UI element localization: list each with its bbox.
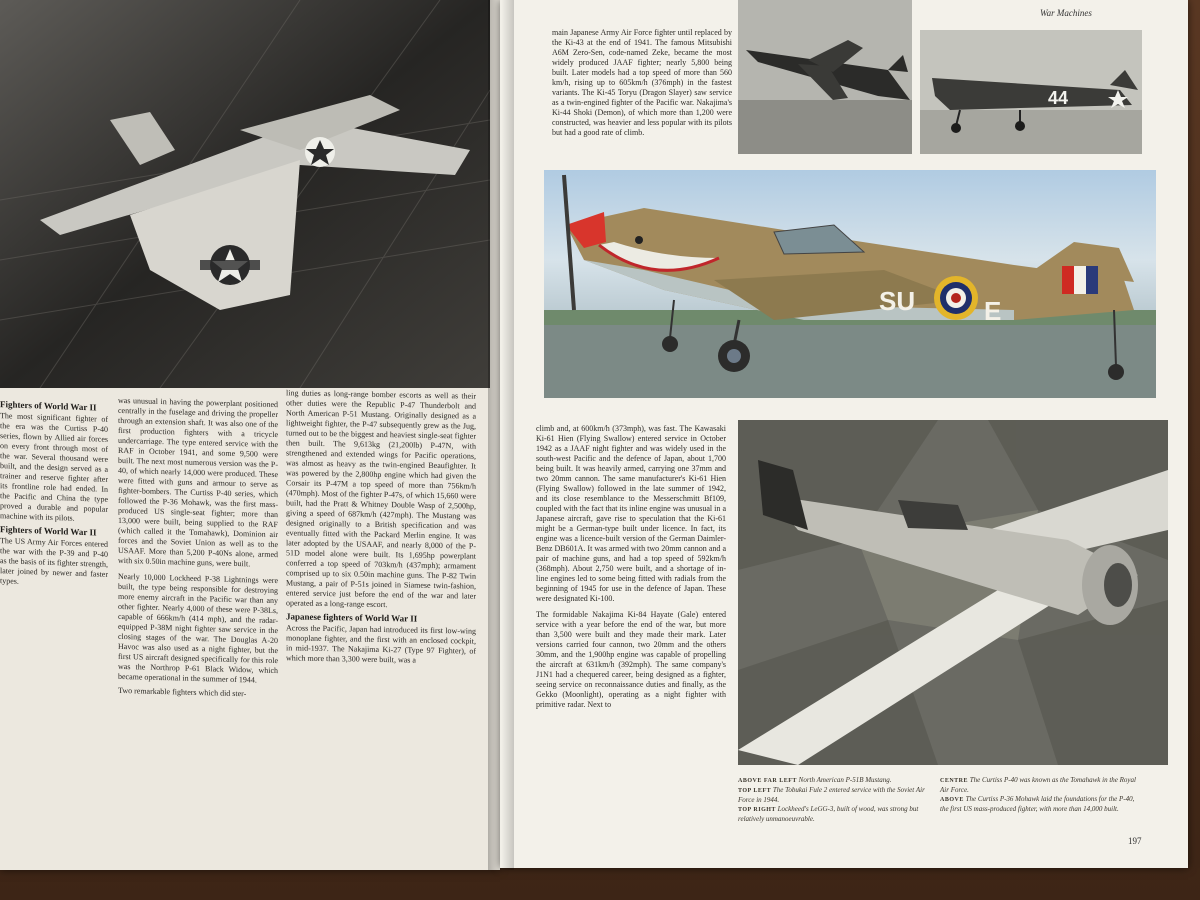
right-text-column-middle bbox=[536, 424, 726, 819]
caption-text-2: The Tobukai Fule 2 entered service with the Soviet Air Force in 1944. bbox=[738, 786, 925, 804]
page-number: 197 bbox=[1128, 836, 1142, 846]
photo-taxiing-fighter bbox=[920, 30, 1142, 154]
tail-number: 44 bbox=[1048, 88, 1069, 108]
column-body: climb and, at 600km/h (373mph), was fast. The Kawasaki Ki-61 Hien (Flying Swallow) entered service in October 1942 as a JAAF night fighter and was widely used in the south-west Pacific and the defence of Japan, about 1,700 being built. It was heavily armed, carrying one 37mm and two 20mm cannon. The same manufacturer's Ki-61 Hien (Flying Swallow) followed in the late summer of 1942, and its close resemblance to the Messerschmitt Bf109, coupled with the fact that its inline engine was unusual in a Japanese aircraft, gave rise to speculation that the Ki-61 might be a German-type built under licence. In fact, its engine was a licence-built version of the German Daimler-Benz DB601A. It was armed with two 20mm cannon and a pair of machine guns, and had a top speed of 592km/h (368mph). About 2,750 were built, and a shortage of in-line engines led to some being fitted with radials from the beginning of 1945 for use in the defence of Japan. These were designated Ki-100. bbox=[536, 424, 726, 603]
left-text-column-2 bbox=[118, 396, 278, 830]
column-heading: Fighters of World War II bbox=[0, 399, 97, 413]
shark-mouth-fighter-illustration bbox=[544, 170, 1156, 398]
photo-shark-mouth-fighter bbox=[544, 170, 1156, 398]
right-text-column-top bbox=[552, 28, 732, 158]
right-page bbox=[500, 0, 1188, 868]
photo-fighter-in-flight bbox=[738, 0, 912, 154]
left-text-column-1 bbox=[0, 396, 108, 820]
photo-aircraft-underside bbox=[0, 0, 490, 388]
caption-left bbox=[738, 776, 938, 824]
left-page bbox=[0, 0, 500, 870]
left-text-column-3 bbox=[286, 388, 476, 836]
column-body: main Japanese Army Air Force fighter until replaced by the Ki-43 at the end of 1941. The famous Mitsubishi A6M Zero-Sen, code-named Zeke, became the most widely produced JAAF fighter; nearly 5,800 being built. Later models had a top speed of more than 560 km/h, rising up to 605km/h (376mph) in the fastest variants. The Ki-45 Toryu (Dragon Slayer) saw service as a twin-engined fighter of the Pacific war. Nakajima's Ki-44 Shoki (Demon), of which more than 1,200 were constructed, was heavier and less popular with its pilots but had a good rate of climb. bbox=[552, 28, 732, 137]
fighter-over-landscape-illustration bbox=[738, 420, 1168, 765]
taxiing-fighter-illustration bbox=[920, 30, 1142, 154]
column-body-2: Across the Pacific, Japan had introduced its first low-wing monoplane fighter, and the first with an enclosed cockpit, in mid-1937. The Nakajima Ki-27 (Type 97 Fighter), of which more than 3,300 were built, was a bbox=[286, 623, 476, 665]
caption-label-3: TOP RIGHT bbox=[738, 807, 776, 813]
column-body: ling duties as long-range bomber escorts as well as their other duties were the Republic P-47 Thunderbolt and North American P-51 Mustang. Originally designed as a lightweight fighter, the P-47 subsequently grew as the Jug, turned out to be the biggest and heaviest single-seat fighter then built. The 9,613kg (21,200lb) P-47N, with strengthened and extended wings for Pacific operations, was almost as heavy as the twin-engined Beaufighter. It was powered by the 2,800hp engine which had given the Corsair its P-47M a top speed of more than 756km/h (470mph). Most of the fighter P-47s, of which 15,660 were built, had the Pratt & Whitney Double Wasp of 2,500hp, giving a speed of 687km/h (427mph). The Mustang was designed originally to a British specification and was eventually fitted with the Packard Merlin engine. It was later adopted by the USAAF, and nearly 8,000 of the P-51D model alone were built. Its 1,695hp powerplant conferred a top speed of 703km/h (437mph); armament comprised up to six 0.50in machine guns. The P-82 Twin Mustang, a pair of P-51s joined in Siamese twin-fashion, entered service just before the end of the war and later operated as a long-range escort. bbox=[286, 388, 476, 610]
squadron-code-right: E bbox=[984, 296, 1002, 326]
photo-fighter-over-landscape bbox=[738, 420, 1168, 765]
caption-right bbox=[940, 776, 1140, 814]
column-body-2: Nearly 10,000 Lockheed P-38 Lightnings were built, the type being responsible for destroying more enemy aircraft in the Pacific war than any other fighter. Nearly 4,000 of these were P-38Ls, capable of 666km/h (414 mph), and the radar-equipped P-38M night fighter saw service in the closing stages of the war. The Douglas A-20 Havoc was also used as a night fighter, but the first US aircraft designed specifically for this role was the Northrop P-61 Black Widow, which became operational in the summer of 1944. bbox=[118, 571, 278, 685]
caption-text-2: The Curtiss P-36 Mohawk laid the foundations for the P-40, the first US mass-produced fighter, with more than 14,000 built. bbox=[940, 795, 1135, 813]
aircraft-underside-illustration bbox=[0, 0, 490, 388]
caption-text: The Curtiss P-40 was known as the Tomahawk in the Royal Air Force. bbox=[940, 776, 1136, 794]
caption-text-3: Lockheed's LeGG-3, built of wood, was strong but relatively unmanoeuvrable. bbox=[738, 805, 919, 823]
caption-label: CENTRE bbox=[940, 778, 969, 784]
running-head: War Machines bbox=[1040, 8, 1092, 18]
caption-label: ABOVE FAR LEFT bbox=[738, 778, 797, 784]
column-heading-2: Fighters of World War II bbox=[0, 524, 97, 538]
column-body-2: The formidable Nakajima Ki-84 Hayate (Gale) entered service with a year before the end of the war, but more than 3,500 were built and they made their mark. Later versions carried four cannon, two 20mm and the others 30mm, and the 1,900hp engine was capable of propelling the aircraft at 631km/h (392mph). The same company's J1N1 had a chequered career, being designed as a fighter, seeing service on reconnaissance duties and finally, as the Gekko (Moonlight), operating as a night fighter with primitive radar. Next to bbox=[536, 610, 726, 709]
column-heading: Japanese fighters of World War II bbox=[286, 611, 418, 624]
squadron-code-left: SU bbox=[879, 286, 916, 316]
column-body-2: The US Army Air Forces entered the war with the P-39 and P-40 as the basis of its fighter strength, later joined by newer and faster types. bbox=[0, 536, 108, 586]
caption-label-2: TOP LEFT bbox=[738, 788, 772, 794]
column-body: The most significant fighter of the era was the Curtiss P-40 series, flown by Allied air forces on every front through most of the war. Several thousand were built, and the design served as a trainer and reserve fighter after its frontline role had ended. In the Pacific and China the type proved a durable and popular machine with its pilots. bbox=[0, 411, 108, 523]
column-body-3: Two remarkable fighters which did ster- bbox=[118, 685, 247, 699]
column-body: was unusual in having the powerplant positioned centrally in the fuselage and driving the propeller through an extension shaft. It was also one of the first production fighters with a tricycle undercarriage. The type entered service with the RAF in October 1941, and some 9,500 were built. The next most numerous version was the P-40, of which nearly 14,000 were produced. These were fitted with guns and armour to serve as fighter-bombers. The Curtiss P-40 series, which followed the P-36 Mohawk, was the first mass-produced US single-seat fighter; more than 13,000 were built, being supplied to the RAF (which called it the Tomahawk), Dominion air forces and the Soviet Union as well as to the USAAF. More than 5,200 P-40Ns alone, armed with six 0.50in machine guns, were built. bbox=[118, 395, 278, 569]
fighter-in-flight-illustration bbox=[738, 0, 912, 154]
caption-label-2: ABOVE bbox=[940, 797, 964, 803]
caption-text: North American P-51B Mustang. bbox=[798, 776, 892, 784]
book-spine-shadow bbox=[488, 0, 514, 870]
